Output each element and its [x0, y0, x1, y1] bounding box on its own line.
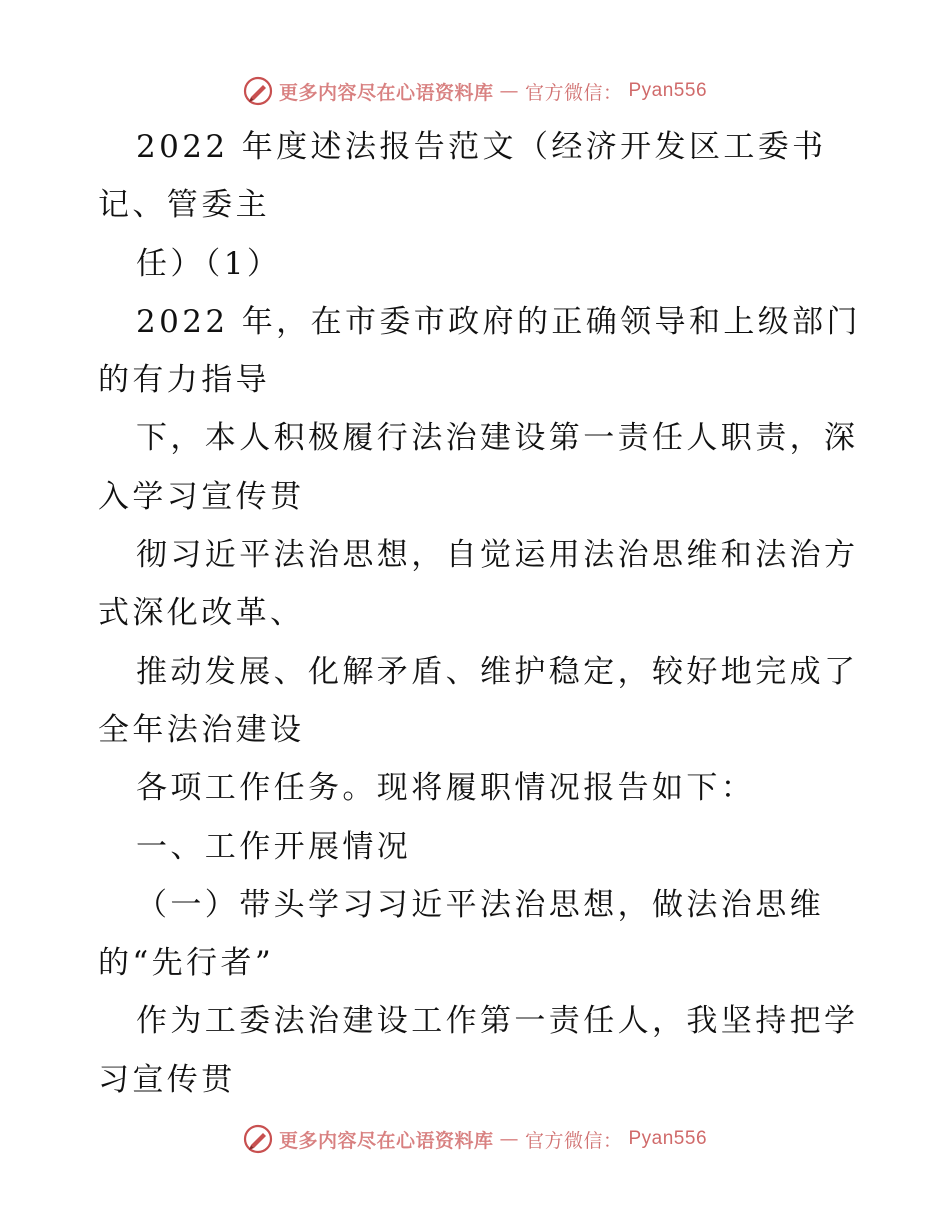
text-line: 2022 年，在市委市政府的正确领导和上级部门	[136, 303, 861, 340]
pen-logo-icon	[243, 1124, 273, 1154]
pen-logo-icon	[243, 76, 273, 106]
watermark-dash: —	[499, 1128, 519, 1150]
text-line: 彻习近平法治思想，自觉运用法治思维和法治方	[136, 537, 859, 574]
watermark-main-text: 更多内容尽在心语资料库	[278, 1129, 494, 1152]
watermark-wechat-label: 官方微信：	[524, 1129, 623, 1152]
section-heading: 一、工作开展情况	[136, 828, 412, 865]
document-body	[98, 118, 861, 1109]
footer-watermark	[0, 1122, 950, 1156]
text-line: 的“先行者”	[98, 945, 275, 982]
watermark-wechat-label: 官方微信：	[524, 81, 623, 104]
watermark-main-text: 更多内容尽在心语资料库	[278, 81, 494, 104]
text-line: 全年法治建设	[98, 711, 305, 748]
watermark-dash: —	[499, 80, 519, 102]
watermark-wechat-id: Pyan556	[628, 80, 708, 101]
text-line: 各项工作任务。现将履职情况报告如下：	[136, 770, 756, 807]
watermark-wechat-id: Pyan556	[628, 1128, 708, 1149]
text-line: 入学习宣传贯	[98, 478, 305, 515]
text-line: 的有力指导	[98, 362, 270, 399]
text-line: 2022 年度述法报告范文（经济开发区工委书	[136, 129, 827, 165]
subsection-heading: （一）带头学习习近平法治思想，做法治思维	[136, 886, 824, 923]
header-watermark	[0, 74, 950, 108]
text-line: 下，本人积极履行法治建设第一责任人职责，深	[136, 420, 859, 457]
text-line: 作为工委法治建设工作第一责任人，我坚持把学	[136, 1003, 859, 1040]
text-line: 任）（1）	[136, 245, 282, 282]
text-line: 习宣传贯	[98, 1061, 236, 1098]
text-line: 记、管委主	[98, 187, 270, 224]
text-line: 式深化改革、	[98, 595, 305, 632]
text-line: 推动发展、化解矛盾、维护稳定，较好地完成了	[136, 653, 859, 690]
